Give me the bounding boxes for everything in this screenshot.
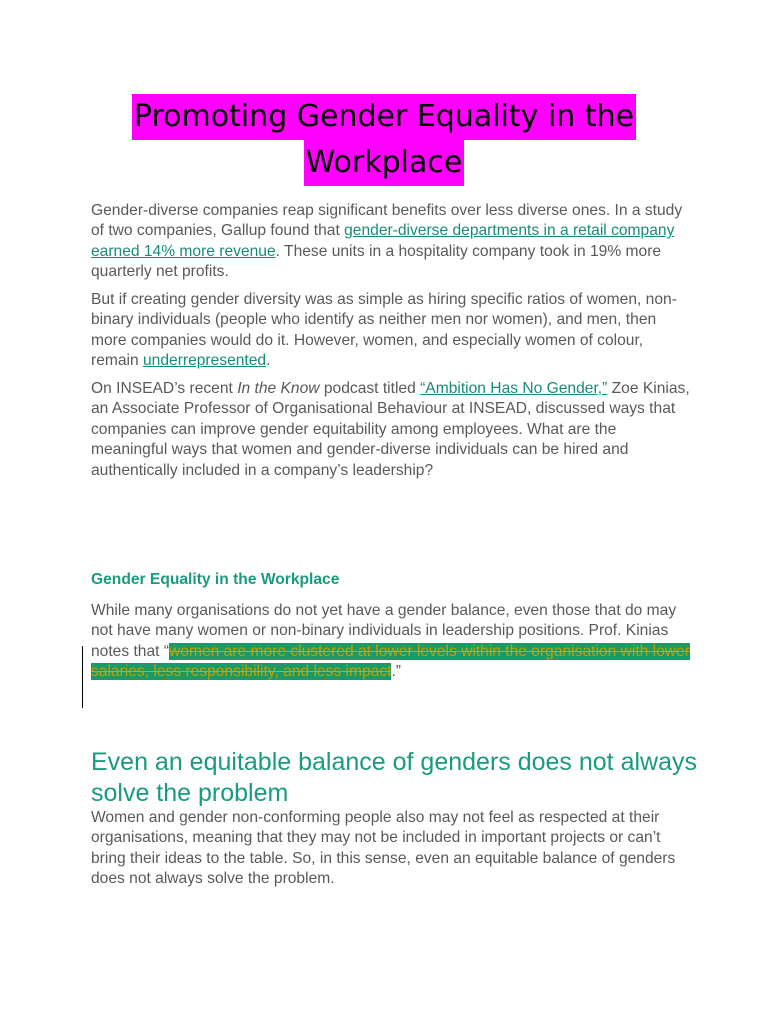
- paragraph-intro: [91, 201, 691, 283]
- underrepresented-link[interactable]: underrepresented: [143, 352, 267, 370]
- gallup-study-link[interactable]: gender-diverse departments in a retail company earned 14% more revenue: [91, 222, 675, 260]
- highlighted-quote: women are more clustered at lower levels within the organisation with lower salaries, less responsibility, and less impact: [91, 642, 690, 681]
- title-line-1: Promoting Gender Equality in the: [132, 94, 636, 140]
- paragraph-leadership: [91, 601, 691, 683]
- paragraph-text: .”: [391, 663, 401, 681]
- podcast-name: In the Know: [237, 380, 320, 397]
- paragraph-text: . These units in a hospitality company took in 19% more quarterly net profits.: [91, 242, 662, 281]
- tracked-change-bar: [82, 646, 83, 708]
- paragraph-podcast: [91, 379, 691, 481]
- paragraph-text: podcast titled: [319, 380, 421, 397]
- podcast-episode-link[interactable]: “Ambition Has No Gender,”: [420, 380, 608, 397]
- paragraph-text: Gender-diverse companies reap significant benefits over less diverse ones. In a study of two companies, Gallup found that: [91, 202, 683, 240]
- paragraph-diversity: [91, 290, 691, 372]
- paragraph-text: But if creating gender diversity was as simple as hiring specific ratios of women, non-binary individuals (people who identify as neither men nor women), and men, then more companies would do it. However, women, and especially women of colour, remain: [91, 291, 677, 370]
- paragraph-text: On INSEAD’s recent: [91, 380, 238, 397]
- document-title: [0, 94, 768, 186]
- paragraph-text: .: [266, 352, 271, 370]
- paragraph-text: Zoe Kinias, an Associate Professor of Organisational Behaviour at INSEAD, discussed ways that companies can improve gender equitability among employees. What are the meaningful ways that women and gender-diverse individuals can be hired and authentically included in a company’s leadership?: [91, 380, 690, 479]
- section-subheading: Gender Equality in the Workplace: [91, 571, 340, 588]
- paragraph-text: While many organisations do not yet have a gender balance, even those that do may not have many women or non-binary individuals in leadership positions. Prof. Kinias notes that “: [91, 602, 677, 660]
- section-heading: Even an equitable balance of genders does not always solve the problem: [91, 748, 697, 807]
- title-line-2: Workplace: [304, 140, 465, 186]
- paragraph-respect: Women and gender non-conforming people also may not feel as respected at their organisations, meaning that they may not be included in important projects or can’t bring their ideas to the table. So, in this sense, even an equitable balance of genders does not always solve the problem.: [91, 809, 676, 888]
